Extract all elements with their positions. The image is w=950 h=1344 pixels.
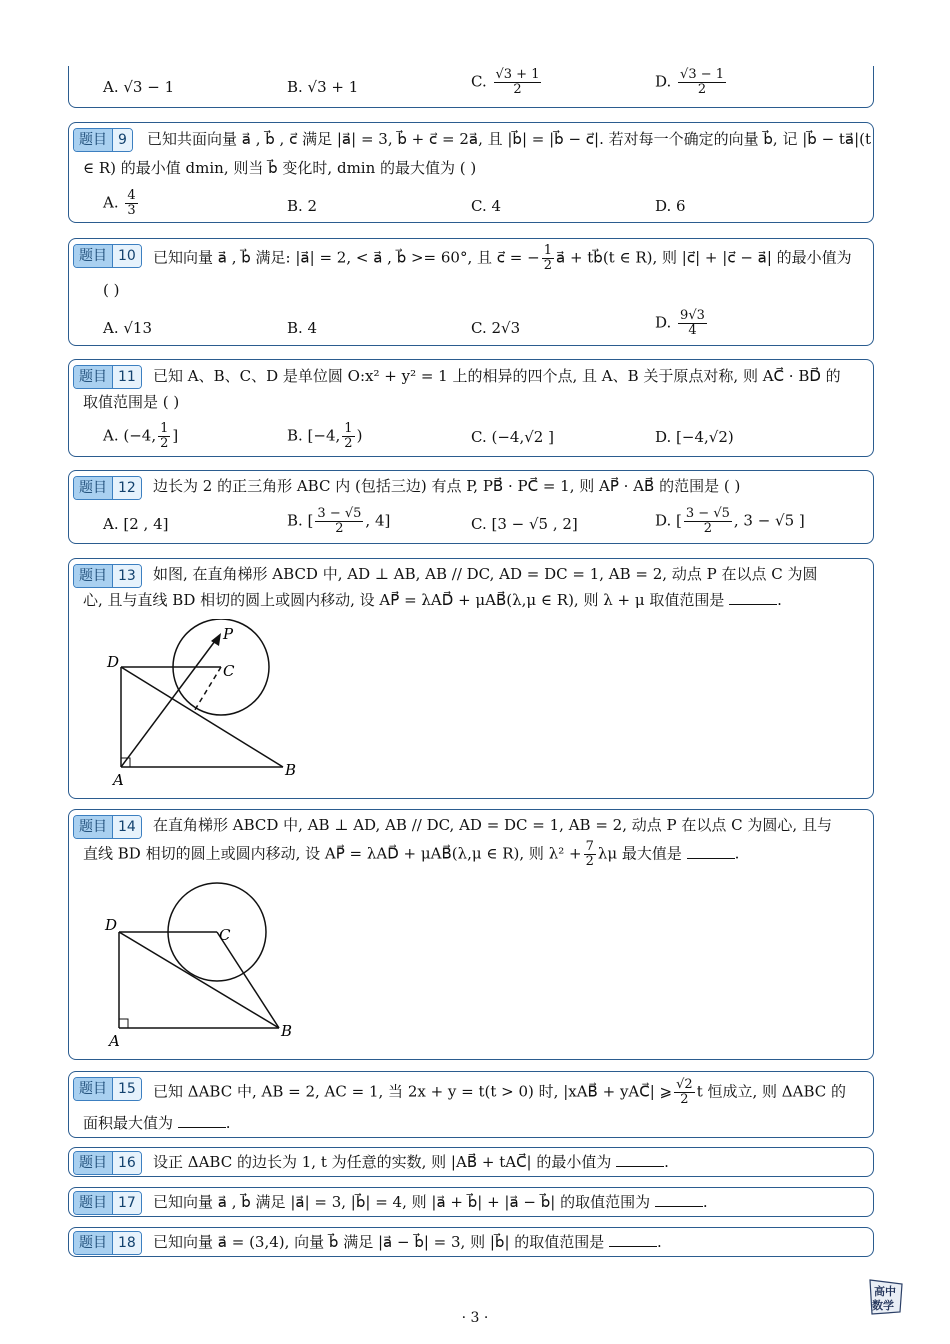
question-tag: 题目 16: [73, 1151, 142, 1175]
answer-blank[interactable]: [609, 1232, 657, 1247]
q11-option-a: A. (−4, $\frac{1}{2}$ ]: [103, 421, 179, 451]
q18-line-1: 已知向量 a⃗ = (3,4), 向量 b⃗ 满足 |a⃗ − b⃗| = 3, 则 |b⃗| 的取值范围是 .: [153, 1233, 662, 1251]
question-15-box: [68, 1071, 874, 1138]
question-tag: 题目 17: [73, 1191, 142, 1215]
question-tag: 题目 15: [73, 1077, 142, 1101]
label-d: D: [107, 653, 120, 671]
question-12-box: [68, 470, 874, 544]
question-13-box: [68, 558, 874, 799]
q8-option-c-prefix: C.: [471, 72, 487, 91]
q13-trapezoid-figure: [99, 619, 339, 789]
q16-line-1: 设正 ΔABC 的边长为 1, t 为任意的实数, 则 |AB⃗ + tAC⃗| 的最小值为 .: [153, 1153, 669, 1171]
q11-option-d: D. [−4,√2): [655, 428, 734, 446]
page-number: · 3 ·: [461, 1310, 489, 1326]
answer-blank[interactable]: [687, 844, 735, 859]
svg-text:高中: 高中: [874, 1285, 896, 1298]
q12-option-c: C. [3 − √5 , 2]: [471, 515, 578, 533]
label-b: B: [281, 1022, 293, 1040]
label-a: A: [113, 771, 124, 789]
q8-option-b: B. √3 + 1: [287, 78, 359, 96]
answer-blank[interactable]: [729, 590, 777, 605]
q12-option-d: D. [ $\frac{3 - √5}{2}$ , 3 − √5 ]: [655, 506, 805, 536]
question-tag: 题目 13: [73, 564, 142, 588]
question-9-box: [68, 122, 874, 223]
label-a: A: [109, 1032, 120, 1050]
answer-blank[interactable]: [178, 1113, 226, 1128]
q11-option-b: B. [−4, $\frac{1}{2}$ ): [287, 421, 363, 451]
q9-option-d: D. 6: [655, 197, 686, 215]
q8-option-c: [471, 68, 543, 97]
q8-option-a: A. √3 − 1: [103, 78, 175, 96]
question-17-box: [68, 1187, 874, 1217]
q9-line-1: 已知共面向量 a⃗ , b⃗ , c⃗ 满足 |a⃗| = 3, b⃗ + c⃗ = 2a⃗, 且 |b⃗| = |b⃗ − c⃗|. 若对每一个确定的向量 b⃗, 记 |b⃗ − ta⃗|(t: [147, 130, 872, 148]
svg-text:数学: 数学: [872, 1299, 894, 1312]
q8-option-d: [655, 68, 728, 97]
question-8-box: [68, 66, 874, 108]
q11-line-2: 取值范围是 ( ): [83, 393, 180, 411]
q8-option-d-frac: $\frac{√3 - 1}{2}$: [680, 67, 725, 97]
q14-line-1: 在直角梯形 ABCD 中, AB ⊥ AD, AB // DC, AD = DC = 1, AB = 2, 动点 P 在以点 C 为圆心, 且与: [153, 816, 832, 834]
label-b: B: [285, 761, 297, 779]
question-10-box: [68, 238, 874, 346]
q14-trapezoid-figure: [99, 876, 339, 1051]
label-c: C: [219, 926, 231, 944]
q10-option-d: D. $\frac{9√3}{4}$: [655, 308, 705, 338]
q9-option-a: A. $\frac{4}{3}$: [103, 188, 136, 218]
question-tag: 题目 9: [73, 128, 133, 152]
answer-blank[interactable]: [655, 1192, 703, 1207]
question-16-box: [68, 1147, 874, 1177]
label-d: D: [105, 916, 118, 934]
q10-option-a: A. √13: [103, 319, 153, 337]
q13-line-2: 心, 且与直线 BD 相切的圆上或圆内移动, 设 AP⃗ = λAD⃗ + μAB⃗(λ,μ ∈ R), 则 λ + μ 取值范围是 .: [83, 591, 782, 609]
label-c: C: [223, 662, 235, 680]
question-tag: 题目 18: [73, 1231, 142, 1255]
q13-line-1: 如图, 在直角梯形 ABCD 中, AD ⊥ AB, AB // DC, AD = DC = 1, AB = 2, 动点 P 在以点 C 为圆: [153, 565, 818, 583]
q17-line-1: 已知向量 a⃗ , b⃗ 满足 |a⃗| = 3, |b⃗| = 4, 则 |a⃗ + b⃗| + |a⃗ − b⃗| 的取值范围为 .: [153, 1193, 708, 1211]
q11-option-c: C. (−4,√2 ]: [471, 428, 554, 446]
question-18-box: [68, 1227, 874, 1257]
q15-line-2: 面积最大值为 .: [83, 1114, 231, 1132]
question-tag: 题目 11: [73, 365, 142, 389]
question-11-box: [68, 359, 874, 457]
q14-line-2: 直线 BD 相切的圆上或圆内移动, 设 AP⃗ = λAD⃗ + μAB⃗(λ,μ ∈ R), 则 λ² + $\frac{7}{2}$ λμ 最大值是 .: [83, 839, 740, 869]
q8-option-c-frac: $\frac{√3 + 1}{2}$: [495, 67, 540, 97]
answer-blank[interactable]: [616, 1152, 664, 1167]
q9-line-2: ∈ R) 的最小值 dmin, 则当 b⃗ 变化时, dmin 的最大值为 ( ): [83, 159, 477, 177]
q12-option-b: B. [ $\frac{3 - √5}{2}$ , 4]: [287, 506, 391, 536]
q9-option-b: B. 2: [287, 197, 318, 215]
question-tag: 题目 14: [73, 815, 142, 839]
q10-line-2: ( ): [103, 281, 120, 299]
question-14-box: [68, 809, 874, 1060]
q9-option-c: C. 4: [471, 197, 502, 215]
question-tag: 题目 10: [73, 244, 142, 268]
question-tag: 题目 12: [73, 476, 142, 500]
q10-option-c: C. 2√3: [471, 319, 521, 337]
q10-line-1: 已知向量 a⃗ , b⃗ 满足: |a⃗| = 2, < a⃗ , b⃗ >= 60°, 且 c⃗ = − $\frac{1}{2}$ a⃗ + tb⃗(t ∈ R), 则 |c⃗| + |c⃗ − a⃗| 的最小值为: [153, 243, 852, 273]
q12-line-1: 边长为 2 的正三角形 ABC 内 (包括三边) 有点 P, PB⃗ · PC⃗ = 1, 则 AP⃗ · AB⃗ 的范围是 ( ): [153, 477, 741, 495]
label-p: P: [223, 625, 234, 643]
q12-option-a: A. [2 , 4]: [103, 515, 169, 533]
q8-option-d-prefix: D.: [655, 72, 672, 91]
q11-line-1: 已知 A、B、C、D 是单位圆 O:x² + y² = 1 上的相异的四个点, 且 A、B 关于原点对称, 则 AC⃗ · BD⃗ 的: [153, 367, 841, 385]
q15-line-1: 已知 ΔABC 中, AB = 2, AC = 1, 当 2x + y = t(t > 0) 时, |xAB⃗ + yAC⃗| ⩾ $\frac{√2}{2}$ t 恒成立, 则 ΔABC 的: [153, 1077, 847, 1107]
q10-option-b: B. 4: [287, 319, 318, 337]
